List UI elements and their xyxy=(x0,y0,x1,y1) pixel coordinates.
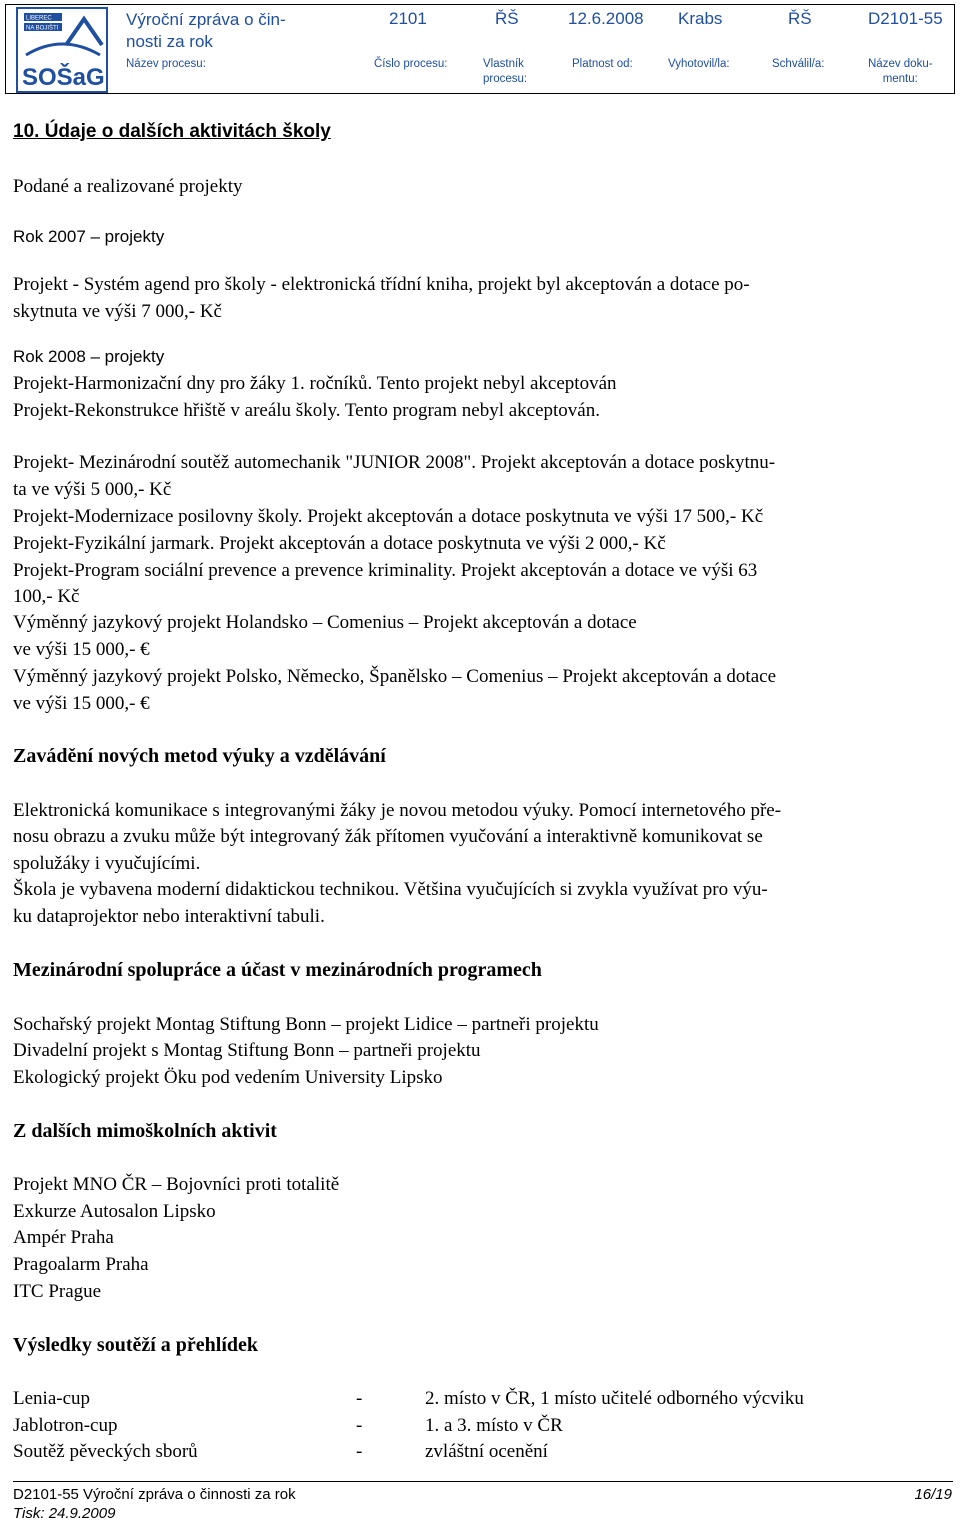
project-2007-line1: Projekt - Systém agend pro školy - elektronická třídní kniha, projekt byl akceptován a dotace po- xyxy=(13,274,750,295)
methods-line3: spolužáky i vyučujícími. xyxy=(13,853,201,874)
header-title xyxy=(126,9,286,53)
result-dash: - xyxy=(356,1415,363,1436)
result-value: zvláštní ocenění xyxy=(425,1441,548,1462)
methods-heading: Zavádění nových metod výuky a vzdělávání xyxy=(13,745,386,767)
label-doc-line1: Název doku- xyxy=(868,58,933,70)
result-value: 2. místo v ČR, 1 místo učitelé odborného výcviku xyxy=(425,1388,804,1409)
header-created-by: Krabs xyxy=(678,9,723,28)
section-heading: 10. Údaje o dalších aktivitách školy xyxy=(13,121,331,142)
project-2008-line1: Projekt-Harmonizační dny pro žáky 1. ročníků. Tento projekt nebyl akceptován xyxy=(13,373,617,394)
result-name: Lenia-cup xyxy=(13,1388,91,1409)
project-2008-line9: Výměnný jazykový projekt Holandsko – Comenius – Projekt akceptován a dotace xyxy=(13,612,637,633)
extra-activities-heading: Z dalších mimoškolních aktivit xyxy=(13,1120,277,1142)
label-approved-by: Schválil/a: xyxy=(772,58,825,70)
project-2008-line6: Projekt-Fyzikální jarmark. Projekt akceptován a dotace poskytnuta ve výši 2 000,- Kč xyxy=(13,533,666,554)
result-value: 1. a 3. místo v ČR xyxy=(425,1415,563,1436)
year-2007-heading: Rok 2007 – projekty xyxy=(13,227,165,246)
label-created-by: Vyhotovil/la: xyxy=(668,58,730,70)
logo-small-text-1: LIBEREC xyxy=(26,15,52,22)
year-2008-heading: Rok 2008 – projekty xyxy=(13,347,165,366)
extra-line4: Pragoalarm Praha xyxy=(13,1254,149,1275)
label-process-name: Název procesu: xyxy=(126,58,206,70)
school-logo xyxy=(16,7,108,93)
international-heading: Mezinárodní spolupráce a účast v mezinárodních programech xyxy=(13,959,542,981)
methods-line1: Elektronická komunikace s integrovanými žáky je novou metodou výuky. Pomocí internetového pře- xyxy=(13,800,782,821)
extra-line5: ITC Prague xyxy=(13,1281,102,1302)
footer-doc-title: D2101-55 Výroční zpráva o činnosti za rok xyxy=(13,1486,296,1503)
international-line1: Sochařský projekt Montag Stiftung Bonn – projekt Lidice – partneři projektu xyxy=(13,1014,599,1035)
extra-line2: Exkurze Autosalon Lipsko xyxy=(13,1201,216,1222)
document-header xyxy=(5,4,955,94)
header-doc-name: D2101-55 xyxy=(868,9,943,28)
label-owner-line1: Vlastník xyxy=(483,58,524,70)
project-2008-line4: ta ve výši 5 000,- Kč xyxy=(13,479,172,500)
logo-small-text-2: NA BOJIŠTI xyxy=(26,25,59,32)
projects-heading: Podané a realizované projekty xyxy=(13,176,243,197)
international-line2: Divadelní projekt s Montag Stiftung Bonn – partneři projektu xyxy=(13,1040,481,1061)
result-name: Jablotron-cup xyxy=(13,1415,118,1436)
label-owner xyxy=(483,57,527,87)
footer-divider xyxy=(13,1481,953,1482)
header-owner: ŘŠ xyxy=(495,9,519,28)
methods-line4: Škola je vybavena moderní didaktickou technikou. Většina vyučujících si zvykla využívat pro výu- xyxy=(13,879,768,900)
project-2008-line3: Projekt- Mezinárodní soutěž automechanik "JUNIOR 2008". Projekt akceptován a dotace poskytnu- xyxy=(13,452,776,473)
result-name: Soutěž pěveckých sborů xyxy=(13,1441,198,1462)
label-doc-name xyxy=(868,57,933,87)
header-valid-from: 12.6.2008 xyxy=(568,9,644,28)
project-2008-line8: 100,- Kč xyxy=(13,586,80,607)
project-2008-line12: ve výši 15 000,- € xyxy=(13,693,150,714)
result-dash: - xyxy=(356,1441,363,1462)
methods-line5: ku dataprojektor nebo interaktivní tabuli. xyxy=(13,906,325,927)
footer-page-number: 16/19 xyxy=(914,1486,952,1503)
label-doc-line2: mentu: xyxy=(882,73,918,85)
project-2008-line7: Projekt-Program sociální prevence a prevence kriminality. Projekt akceptován a dotace ve výši 63 xyxy=(13,560,758,581)
result-dash: - xyxy=(356,1388,363,1409)
project-2008-line10: ve výši 15 000,- € xyxy=(13,639,150,660)
international-line3: Ekologický projekt Öku pod vedením University Lipsko xyxy=(13,1067,443,1088)
label-valid-from: Platnost od: xyxy=(572,58,633,70)
results-heading: Výsledky soutěží a přehlídek xyxy=(13,1334,259,1356)
project-2008-line2: Projekt-Rekonstrukce hřiště v areálu školy. Tento program nebyl akceptován. xyxy=(13,400,600,421)
label-owner-line2: procesu: xyxy=(483,73,528,85)
extra-line3: Ampér Praha xyxy=(13,1227,114,1248)
header-approved-by: ŘŠ xyxy=(788,9,812,28)
project-2008-line5: Projekt-Modernizace posilovny školy. Projekt akceptován a dotace poskytnuta ve výši 17 500,- Kč xyxy=(13,506,764,527)
header-process-no: 2101 xyxy=(389,9,427,28)
header-title-line1: Výroční zpráva o čin- xyxy=(126,10,286,29)
label-process-no: Číslo procesu: xyxy=(374,58,448,70)
methods-line2: nosu obrazu a zvuku může být integrovaný žák přítomen vyučování a interaktivně komunikovat se xyxy=(13,826,763,847)
logo-text: SOŠaG xyxy=(22,64,105,91)
extra-line1: Projekt MNO ČR – Bojovníci proti totalitě xyxy=(13,1174,340,1195)
logo-icon xyxy=(18,9,106,91)
project-2007-line2: skytnuta ve výši 7 000,- Kč xyxy=(13,301,222,322)
header-title-line2: nosti za rok xyxy=(126,32,213,51)
project-2008-line11: Výměnný jazykový projekt Polsko, Německo, Španělsko – Comenius – Projekt akceptován a dotace xyxy=(13,666,777,687)
footer-print-date: Tisk: 24.9.2009 xyxy=(13,1505,116,1522)
